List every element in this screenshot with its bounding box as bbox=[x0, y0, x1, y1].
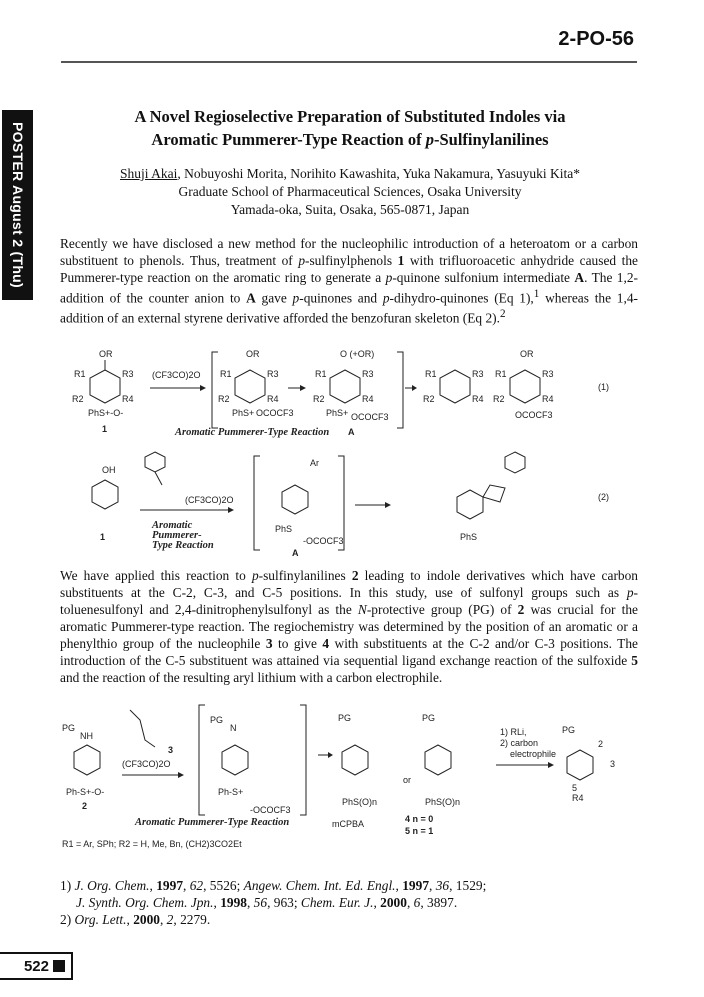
iminoquinone-intermediate bbox=[210, 715, 291, 815]
scheme-indole-synthesis bbox=[60, 695, 660, 855]
scheme-caption: Aromatic Pummerer-Type Reaction bbox=[175, 427, 330, 438]
title-text: Aromatic Pummerer-Type Reaction of bbox=[151, 130, 426, 149]
references bbox=[60, 877, 486, 928]
svg-text:PhS: PhS bbox=[460, 532, 478, 542]
svg-text:Aromatic: Aromatic bbox=[152, 520, 193, 531]
bracket-left bbox=[212, 352, 218, 428]
svg-text:PG: PG bbox=[422, 713, 436, 723]
title-text: -Sulfinylanilines bbox=[433, 130, 549, 149]
svg-text:2) carbon: 2) carbon bbox=[500, 738, 539, 748]
side-tab-label: POSTER August 2 (Thu) bbox=[9, 122, 26, 288]
svg-text:PG: PG bbox=[210, 715, 224, 725]
or-label: or bbox=[403, 775, 412, 785]
quinone-sulfonium-A bbox=[313, 349, 389, 437]
equation-label-2: (2) bbox=[598, 492, 609, 502]
svg-text:OCOCF3: OCOCF3 bbox=[256, 408, 294, 418]
page-number-box bbox=[0, 952, 73, 980]
svg-text:OR: OR bbox=[246, 349, 260, 359]
svg-text:R4: R4 bbox=[472, 394, 484, 404]
benzofuran-product bbox=[457, 452, 525, 542]
svg-text:A: A bbox=[348, 427, 355, 437]
svg-text:Pummerer-: Pummerer- bbox=[152, 530, 202, 541]
styrene-reagent bbox=[145, 452, 165, 485]
scheme-caption: Aromatic Pummerer-Type Reaction bbox=[135, 817, 290, 828]
svg-text:1: 1 bbox=[102, 424, 108, 434]
svg-text:PG: PG bbox=[338, 713, 352, 723]
side-tab bbox=[2, 110, 33, 300]
svg-text:electrophile: electrophile bbox=[510, 749, 557, 759]
reagent-label: (CF3CO)2O bbox=[152, 370, 201, 380]
paper-title bbox=[60, 105, 640, 151]
svg-text:PG: PG bbox=[562, 725, 576, 735]
svg-text:OR: OR bbox=[99, 349, 113, 359]
svg-text:R2: R2 bbox=[218, 394, 230, 404]
svg-text:R3: R3 bbox=[122, 369, 134, 379]
svg-text:5: 5 bbox=[572, 783, 578, 793]
indoline-product bbox=[338, 713, 377, 807]
bracket-right bbox=[397, 352, 403, 428]
results-paragraph: We have applied this reaction to p-sulfinylanilines 2 leading to indole derivatives which have carbon substituents at the C-2, C-3, and C-5 positions. In this study, use of sulfonyl groups such as p-toluenesulfonyl and 2,4-dinitrophenylsulfonyl as the N-protective group (PG) of 2 was crucial for the aromatic Pummerer-type reaction. The regiochemistry was determined by the position of an aromatic or a phenylthio group of the nucleophile 3 to give 4 with substituents at the C-2 and/or C-3 positions. The introduction of the C-5 substituent was attained via sequential ligand exchange reaction of the sulfoxide 5 and the reaction of the resulting aryl lithium with a carbon electrophile. bbox=[60, 568, 638, 685]
svg-text:R2: R2 bbox=[313, 394, 325, 404]
svg-text:R4: R4 bbox=[572, 793, 584, 803]
indole-product bbox=[422, 713, 460, 807]
svg-text:PhS: PhS bbox=[275, 524, 293, 534]
svg-text:PhS(O)n: PhS(O)n bbox=[425, 797, 461, 807]
svg-text:PhS+: PhS+ bbox=[326, 408, 349, 418]
svg-text:PG: PG bbox=[62, 723, 76, 733]
svg-text:R1: R1 bbox=[220, 369, 232, 379]
svg-text:R2: R2 bbox=[72, 394, 84, 404]
reference-2: 2) Org. Lett., 2000, 2, 2279. bbox=[60, 912, 211, 927]
svg-text:O (+OR): O (+OR) bbox=[340, 349, 375, 359]
header-rule bbox=[61, 61, 637, 63]
svg-text:R2: R2 bbox=[493, 394, 505, 404]
svg-text:N: N bbox=[230, 723, 237, 733]
svg-text:OH: OH bbox=[102, 465, 116, 475]
substituent-definitions: R1 = Ar, SPh; R2 = H, Me, Bn, (CH2)3CO2Et bbox=[62, 839, 242, 849]
p-quinone-product bbox=[423, 369, 484, 404]
svg-text:R4: R4 bbox=[122, 394, 134, 404]
svg-text:1: 1 bbox=[100, 532, 106, 542]
svg-text:4 n = 0: 4 n = 0 bbox=[405, 814, 434, 824]
svg-text:2: 2 bbox=[598, 739, 604, 749]
reagent-label: (CF3CO)2O bbox=[185, 495, 234, 505]
svg-text:Ar: Ar bbox=[310, 458, 319, 468]
svg-text:2: 2 bbox=[82, 801, 88, 811]
svg-text:PhS+: PhS+ bbox=[232, 408, 255, 418]
title-line-1: A Novel Regioselective Preparation of Substituted Indoles via bbox=[134, 107, 566, 126]
page-marker-square bbox=[53, 960, 65, 972]
svg-text:A: A bbox=[292, 548, 299, 558]
svg-text:R1: R1 bbox=[425, 369, 437, 379]
reference-1: 1) J. Org. Chem., 1997, 62, 5526; Angew. Chem. Int. Ed. Engl., 1997, 36, 1529; bbox=[60, 878, 487, 893]
svg-text:OR: OR bbox=[520, 349, 534, 359]
svg-text:Ph-S+: Ph-S+ bbox=[218, 787, 244, 797]
compound-1-phenol bbox=[92, 465, 118, 542]
compound-1-structure bbox=[72, 349, 134, 434]
svg-text:Ph-S+-O-: Ph-S+-O- bbox=[66, 787, 105, 797]
svg-text:OCOCF3: OCOCF3 bbox=[515, 410, 553, 420]
final-indole bbox=[562, 725, 615, 803]
reagent-label: (CF3CO)2O bbox=[122, 759, 171, 769]
alkene-reagent-3 bbox=[130, 710, 173, 755]
activated-intermediate bbox=[218, 349, 294, 418]
intermediate-A bbox=[275, 458, 344, 558]
author-list bbox=[60, 165, 640, 183]
svg-text:R4: R4 bbox=[267, 394, 279, 404]
svg-text:R3: R3 bbox=[472, 369, 484, 379]
svg-text:R4: R4 bbox=[542, 394, 554, 404]
scheme-equation-1 bbox=[60, 340, 660, 440]
svg-text:PhS+-O-: PhS+-O- bbox=[88, 408, 124, 418]
svg-text:PhS(O)n: PhS(O)n bbox=[342, 797, 378, 807]
presenting-author: Shuji Akai bbox=[120, 166, 178, 181]
equation-label-1: (1) bbox=[598, 382, 609, 392]
reference-1-cont: J. Synth. Org. Chem. Jpn., 1998, 56, 963; Chem. Eur. J., 2000, 6, 3897. bbox=[76, 895, 458, 910]
intro-paragraph: Recently we have disclosed a new method for the nucleophilic introduction of a heteroatom or a carbon substituent to phenols. Thus, treatment of p-sulfinylphenols 1 with trifluoroacetic anhydride caused the Pummerer-type reaction on the aromatic ring to generate a p-quinone sulfonium intermediate A. The 1,2-addition of the counter anion to A gave p-quinones and p-dihydro-quinones (Eq 1),$^1$ whereas the 1,4-addition of an external styrene derivative afforded the benzofuran skeleton (Eq 2).$^2$ bbox=[60, 236, 638, 326]
page-number: 522 bbox=[23, 958, 49, 975]
svg-text:1) RLi,: 1) RLi, bbox=[500, 727, 527, 737]
svg-text:R4: R4 bbox=[362, 394, 374, 404]
svg-text:R1: R1 bbox=[74, 369, 86, 379]
svg-text:3: 3 bbox=[610, 759, 616, 769]
svg-text:R1: R1 bbox=[495, 369, 507, 379]
svg-text:R1: R1 bbox=[315, 369, 327, 379]
svg-text:mCPBA: mCPBA bbox=[332, 819, 365, 829]
svg-text:R2: R2 bbox=[423, 394, 435, 404]
address: Yamada-oka, Suita, Osaka, 565-0871, Japan bbox=[230, 202, 470, 217]
svg-text:NH: NH bbox=[80, 731, 93, 741]
scheme-equation-2 bbox=[60, 440, 660, 560]
author-block bbox=[60, 165, 640, 219]
svg-text:R3: R3 bbox=[542, 369, 554, 379]
title-line-2 bbox=[60, 128, 640, 151]
svg-text:Type Reaction: Type Reaction bbox=[152, 540, 214, 551]
svg-text:R3: R3 bbox=[362, 369, 374, 379]
svg-text:5 n = 1: 5 n = 1 bbox=[405, 826, 434, 836]
svg-text:R3: R3 bbox=[267, 369, 279, 379]
svg-text:-OCOCF3: -OCOCF3 bbox=[250, 805, 291, 815]
session-code: 2-PO-56 bbox=[558, 28, 634, 50]
affiliation: Graduate School of Pharmaceutical Sciences, Osaka University bbox=[178, 184, 522, 199]
svg-text:OCOCF3: OCOCF3 bbox=[351, 412, 389, 422]
co-authors: , Nobuyoshi Morita, Norihito Kawashita, Yuka Nakamura, Yasuyuki Kita* bbox=[177, 166, 580, 181]
svg-text:3: 3 bbox=[168, 745, 174, 755]
title-italic: p bbox=[425, 130, 434, 149]
svg-text:-OCOCF3: -OCOCF3 bbox=[303, 536, 344, 546]
dihydroquinone-product bbox=[493, 349, 554, 420]
compound-2-aniline bbox=[62, 723, 104, 811]
